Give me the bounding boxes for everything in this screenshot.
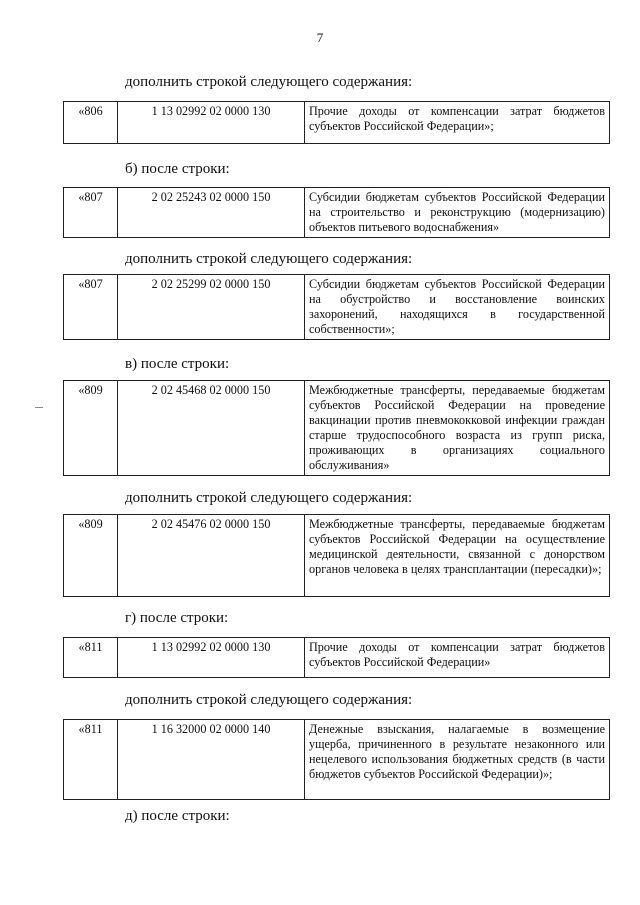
budget-row-table <box>63 274 610 340</box>
description-cell: Межбюджетные трансферты, передаваемые бюджетам субъектов Российской Федерации на осуществление медицинской деятельности, связанной с донорством органов человека в целях трансплантации (пересадки)»; <box>305 515 610 597</box>
description-cell: Денежные взыскания, налагаемые в возмещение ущерба, причиненного в результате незаконного или нецелевого использования бюджетных средств (в части бюджетов субъектов Российской Федерации)»; <box>305 720 610 800</box>
paragraph-instruction: в) после строки: <box>125 356 230 372</box>
paragraph-instruction: дополнить строкой следующего содержания: <box>125 251 413 267</box>
admin-code-cell: «806 <box>64 102 118 144</box>
description-cell: Прочие доходы от компенсации затрат бюджетов субъектов Российской Федерации»; <box>305 102 610 144</box>
admin-code-cell: «809 <box>64 515 118 597</box>
budget-row-table <box>63 514 610 597</box>
table-row <box>64 515 610 597</box>
description-cell: Межбюджетные трансферты, передаваемые бюджетам субъектов Российской Федерации на проведение вакцинации против пневмококковой инфекции граждан старше трудоспособного возраста из групп риска, проживающих в организациях социального обслуживания» <box>305 381 610 476</box>
kbk-code-cell: 2 02 25243 02 0000 150 <box>118 188 305 238</box>
kbk-code-cell: 2 02 45476 02 0000 150 <box>118 515 305 597</box>
budget-row-table <box>63 187 610 238</box>
table-row <box>64 720 610 800</box>
margin-mark <box>35 407 43 408</box>
table-row <box>64 381 610 476</box>
budget-row-table <box>63 719 610 800</box>
kbk-code-cell: 1 13 02992 02 0000 130 <box>118 638 305 678</box>
description-cell: Прочие доходы от компенсации затрат бюджетов субъектов Российской Федерации» <box>305 638 610 678</box>
paragraph-instruction: дополнить строкой следующего содержания: <box>125 490 413 506</box>
description-cell: Субсидии бюджетам субъектов Российской Федерации на обустройство и восстановление воинских захоронений, находящихся в государственной собственности»; <box>305 275 610 340</box>
paragraph-instruction: д) после строки: <box>125 808 230 824</box>
table-row <box>64 638 610 678</box>
paragraph-instruction: б) после строки: <box>125 161 230 177</box>
paragraph-instruction: г) после строки: <box>125 610 229 626</box>
budget-row-table <box>63 637 610 678</box>
kbk-code-cell: 1 13 02992 02 0000 130 <box>118 102 305 144</box>
kbk-code-cell: 2 02 25299 02 0000 150 <box>118 275 305 340</box>
admin-code-cell: «811 <box>64 720 118 800</box>
description-cell: Субсидии бюджетам субъектов Российской Федерации на строительство и реконструкцию (модернизацию) объектов питьевого водоснабжения» <box>305 188 610 238</box>
paragraph-instruction: дополнить строкой следующего содержания: <box>125 74 413 90</box>
table-row <box>64 102 610 144</box>
admin-code-cell: «809 <box>64 381 118 476</box>
paragraph-instruction: дополнить строкой следующего содержания: <box>125 692 413 708</box>
admin-code-cell: «807 <box>64 188 118 238</box>
budget-row-table <box>63 380 610 476</box>
table-row <box>64 188 610 238</box>
admin-code-cell: «811 <box>64 638 118 678</box>
kbk-code-cell: 2 02 45468 02 0000 150 <box>118 381 305 476</box>
table-row <box>64 275 610 340</box>
kbk-code-cell: 1 16 32000 02 0000 140 <box>118 720 305 800</box>
budget-row-table <box>63 101 610 144</box>
page-number: 7 <box>316 30 324 45</box>
admin-code-cell: «807 <box>64 275 118 340</box>
